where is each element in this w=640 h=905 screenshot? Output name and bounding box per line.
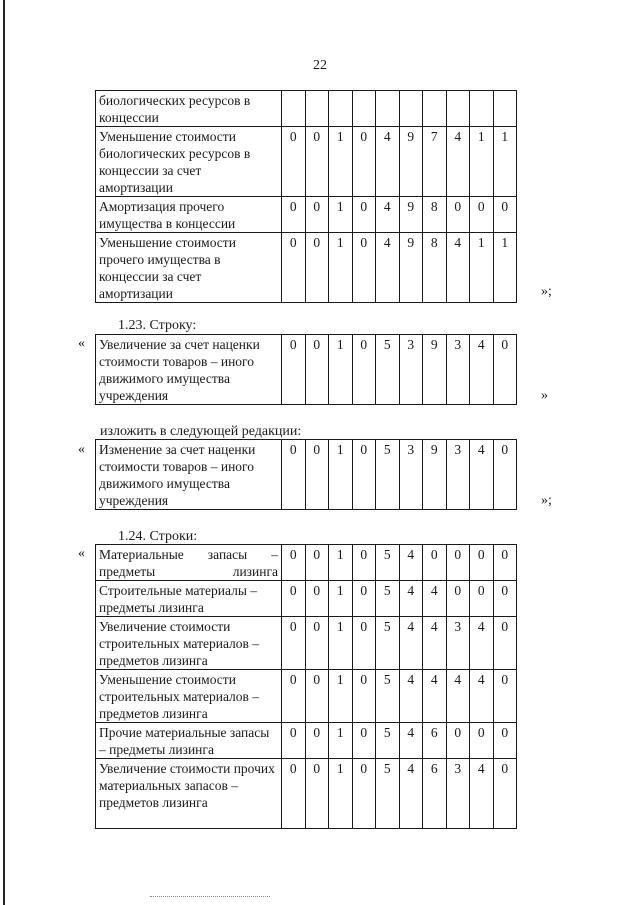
code-digit: 0: [282, 545, 306, 581]
code-digit: 0: [305, 670, 329, 723]
section-1-24-title: 1.24. Строки:: [118, 529, 198, 544]
code-digit: 4: [399, 723, 423, 759]
code-digit: [305, 91, 329, 127]
row-label: Амортизация прочего имущества в концессии: [96, 197, 282, 233]
code-digit: 4: [446, 233, 470, 303]
code-digit: 5: [376, 723, 400, 759]
code-digit: 1: [470, 127, 494, 197]
code-digit: 5: [376, 335, 400, 405]
table-old-row: [95, 334, 517, 405]
page-left-border: [3, 0, 5, 905]
close-quote-2: »: [541, 388, 548, 403]
code-digit: 0: [352, 723, 376, 759]
code-digit: [423, 91, 447, 127]
table-row: [96, 723, 517, 759]
row-label: Уменьшение стоимости биологических ресурсов в концессии за счет амортизации: [96, 127, 282, 197]
code-digit: 5: [376, 617, 400, 670]
code-digit: 0: [305, 723, 329, 759]
code-digit: 0: [493, 335, 517, 405]
code-digit: 0: [446, 723, 470, 759]
code-digit: 0: [282, 233, 306, 303]
table-row: [96, 545, 517, 581]
row-label: Уменьшение стоимости строительных материалов – предметов лизинга: [96, 670, 282, 723]
table-leasing-rows: [95, 544, 517, 829]
code-digit: [399, 91, 423, 127]
row-label: Изменение за счет наценки стоимости товаров – иного движимого имущества учреждения: [96, 440, 282, 510]
table-row: [96, 759, 517, 829]
code-digit: 0: [470, 723, 494, 759]
code-digit: 4: [399, 617, 423, 670]
code-digit: 0: [493, 545, 517, 581]
code-digit: 0: [305, 581, 329, 617]
code-digit: 5: [376, 759, 400, 829]
code-digit: 0: [352, 233, 376, 303]
open-quote-3: «: [78, 442, 85, 457]
code-digit: 0: [352, 335, 376, 405]
code-digit: 4: [470, 440, 494, 510]
table-new-row: [95, 439, 517, 510]
code-digit: 4: [446, 127, 470, 197]
code-digit: 1: [329, 335, 353, 405]
section-1-23-title: 1.23. Строку:: [118, 318, 197, 333]
code-digit: 7: [423, 127, 447, 197]
code-digit: 0: [446, 197, 470, 233]
code-digit: [446, 91, 470, 127]
table-row: [96, 440, 517, 510]
table-row: [96, 335, 517, 405]
code-digit: 6: [423, 759, 447, 829]
table-row: [96, 233, 517, 303]
code-digit: 3: [446, 335, 470, 405]
table-row: [96, 127, 517, 197]
code-digit: 5: [376, 545, 400, 581]
code-digit: 4: [470, 617, 494, 670]
code-digit: 0: [282, 197, 306, 233]
code-digit: 8: [423, 197, 447, 233]
row-label: Прочие материальные запасы – предметы лизинга: [96, 723, 282, 759]
code-digit: 1: [493, 127, 517, 197]
code-digit: [329, 91, 353, 127]
code-digit: [470, 91, 494, 127]
code-digit: 1: [329, 545, 353, 581]
code-digit: 0: [352, 581, 376, 617]
replace-instruction: изложить в следующей редакции:: [100, 424, 302, 439]
code-digit: 1: [493, 233, 517, 303]
code-digit: 9: [423, 335, 447, 405]
code-digit: [493, 91, 517, 127]
code-digit: 1: [329, 581, 353, 617]
code-digit: 0: [352, 545, 376, 581]
code-digit: 4: [399, 581, 423, 617]
code-digit: 0: [470, 545, 494, 581]
row-label: Строительные материалы – предметы лизинга: [96, 581, 282, 617]
code-digit: 1: [329, 233, 353, 303]
code-digit: 0: [446, 545, 470, 581]
code-digit: 1: [329, 723, 353, 759]
code-digit: [352, 91, 376, 127]
code-digit: 0: [282, 440, 306, 510]
code-digit: 0: [493, 617, 517, 670]
code-digit: [376, 91, 400, 127]
code-digit: 0: [352, 127, 376, 197]
code-digit: 8: [423, 233, 447, 303]
code-digit: 4: [470, 670, 494, 723]
table-row: [96, 91, 517, 127]
code-digit: 4: [470, 759, 494, 829]
code-digit: 0: [493, 759, 517, 829]
open-quote-2: «: [78, 336, 85, 351]
code-digit: 0: [282, 617, 306, 670]
code-digit: 0: [423, 545, 447, 581]
row-label: биологических ресурсов в концессии: [96, 91, 282, 127]
code-digit: 1: [329, 440, 353, 510]
row-label: Увеличение стоимости строительных материалов – предметов лизинга: [96, 617, 282, 670]
table-row: [96, 670, 517, 723]
code-digit: 0: [282, 723, 306, 759]
row-label: Материальные запасы – предметы лизинга: [96, 545, 282, 581]
code-digit: 0: [282, 581, 306, 617]
code-digit: 4: [423, 581, 447, 617]
code-digit: 9: [399, 233, 423, 303]
table-continuation: [95, 90, 517, 303]
row-label: Увеличение стоимости прочих материальных запасов – предметов лизинга: [96, 759, 282, 829]
code-digit: 4: [423, 670, 447, 723]
code-digit: 4: [376, 127, 400, 197]
code-digit: 5: [376, 581, 400, 617]
code-digit: 0: [493, 581, 517, 617]
open-quote-4: «: [78, 546, 85, 561]
code-digit: 4: [376, 233, 400, 303]
code-digit: 0: [282, 127, 306, 197]
code-digit: 0: [305, 127, 329, 197]
code-digit: 3: [446, 617, 470, 670]
code-digit: 0: [305, 335, 329, 405]
code-digit: 9: [399, 197, 423, 233]
code-digit: 0: [446, 581, 470, 617]
code-digit: 0: [493, 197, 517, 233]
code-digit: 5: [376, 440, 400, 510]
table-row: [96, 581, 517, 617]
code-digit: [282, 91, 306, 127]
code-digit: 4: [376, 197, 400, 233]
code-digit: 0: [352, 617, 376, 670]
code-digit: 4: [399, 759, 423, 829]
code-digit: 5: [376, 670, 400, 723]
code-digit: 0: [493, 723, 517, 759]
code-digit: 3: [399, 335, 423, 405]
code-digit: 4: [423, 617, 447, 670]
code-digit: 0: [352, 670, 376, 723]
code-digit: 0: [305, 440, 329, 510]
code-digit: 0: [282, 670, 306, 723]
code-digit: 1: [329, 197, 353, 233]
code-digit: 0: [282, 335, 306, 405]
code-digit: 0: [305, 197, 329, 233]
code-digit: 0: [493, 440, 517, 510]
table-row: [96, 617, 517, 670]
table-row: [96, 197, 517, 233]
code-digit: 4: [446, 670, 470, 723]
code-digit: 0: [352, 759, 376, 829]
code-digit: 0: [305, 617, 329, 670]
code-digit: 3: [446, 440, 470, 510]
code-digit: 0: [305, 759, 329, 829]
code-digit: 1: [329, 617, 353, 670]
code-digit: 0: [352, 440, 376, 510]
code-digit: 4: [399, 670, 423, 723]
code-digit: 0: [305, 545, 329, 581]
code-digit: 1: [329, 127, 353, 197]
code-digit: 1: [470, 233, 494, 303]
page-number: 22: [313, 58, 327, 73]
code-digit: 0: [470, 581, 494, 617]
row-label: Увеличение за счет наценки стоимости товаров – иного движимого имущества учреждения: [96, 335, 282, 405]
code-digit: 3: [399, 440, 423, 510]
code-digit: 9: [423, 440, 447, 510]
code-digit: 4: [470, 335, 494, 405]
code-digit: 0: [493, 670, 517, 723]
code-digit: 9: [399, 127, 423, 197]
code-digit: 6: [423, 723, 447, 759]
close-quote-3: »;: [541, 493, 552, 508]
code-digit: 0: [282, 759, 306, 829]
bottom-scan-marks: [150, 896, 270, 901]
code-digit: 0: [352, 197, 376, 233]
close-quote-1: »;: [541, 284, 552, 299]
code-digit: 0: [305, 233, 329, 303]
code-digit: 4: [399, 545, 423, 581]
code-digit: 3: [446, 759, 470, 829]
code-digit: 1: [329, 759, 353, 829]
code-digit: 1: [329, 670, 353, 723]
row-label: Уменьшение стоимости прочего имущества в концессии за счет амортизации: [96, 233, 282, 303]
code-digit: 0: [470, 197, 494, 233]
